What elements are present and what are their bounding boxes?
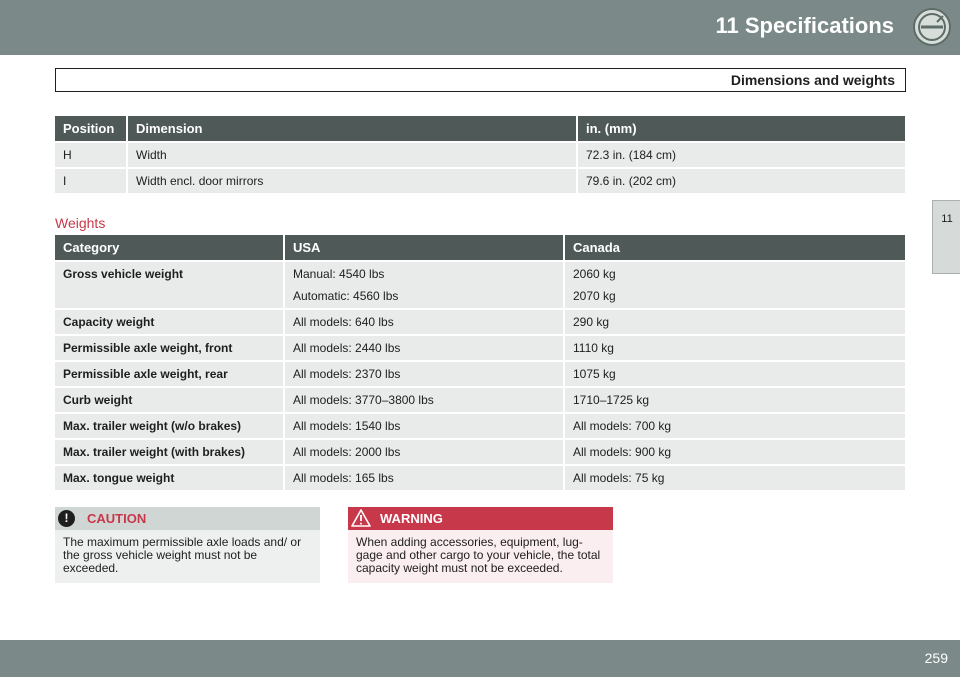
column-header-dimension: Dimension [128, 116, 578, 141]
caution-title: CAUTION [87, 511, 147, 526]
dimension-cell: Width [128, 143, 578, 167]
section-header-box [55, 68, 906, 92]
usa-value: Manual: 4540 lbs [293, 267, 385, 281]
position-cell: I [55, 169, 128, 193]
table-row [55, 362, 905, 386]
column-header-canada: Canada [565, 235, 905, 260]
canada-cell: 1710–1725 kg [565, 388, 905, 412]
category-cell: Curb weight [55, 388, 285, 412]
weights-table [55, 233, 905, 492]
table-row [55, 388, 905, 412]
chapter-side-tab[interactable] [932, 200, 960, 274]
exclamation-icon: ! [58, 510, 75, 527]
table-row [55, 310, 905, 334]
weights-header-row [55, 235, 905, 260]
table-row [55, 262, 905, 308]
canada-cell: All models: 700 kg [565, 414, 905, 438]
column-header-usa: USA [285, 235, 565, 260]
dimensions-header-row [55, 116, 905, 141]
dimensions-table [55, 114, 905, 195]
canada-cell: All models: 75 kg [565, 466, 905, 490]
column-header-position: Position [55, 116, 128, 141]
column-header-value: in. (mm) [578, 116, 905, 141]
table-row [55, 143, 905, 167]
category-cell: Max. trailer weight (with brakes) [55, 440, 285, 464]
category-cell: Max. trailer weight (w/o brakes) [55, 414, 285, 438]
category-cell: Gross vehicle weight [55, 262, 285, 308]
table-row [55, 466, 905, 490]
warning-text: When adding accessories, equipment, lug- gage and other cargo to your vehicle, the total capacity weight must not be exceeded. [356, 535, 601, 575]
usa-cell [285, 262, 565, 308]
caution-text: The maximum permissible axle loads and/ or the gross vehicle weight must not be exceeded. [63, 535, 302, 575]
warning-triangle-icon [351, 509, 371, 527]
logo-emblem-icon [917, 12, 947, 42]
volvo-logo-icon [913, 8, 951, 46]
canada-value: 2070 kg [573, 289, 616, 303]
table-row [55, 169, 905, 193]
usa-value: Automatic: 4560 lbs [293, 289, 399, 303]
category-cell: Permissible axle weight, front [55, 336, 285, 360]
usa-cell: All models: 2370 lbs [285, 362, 565, 386]
warning-title: WARNING [380, 511, 443, 526]
value-cell: 79.6 in. (202 cm) [578, 169, 905, 193]
usa-cell: All models: 2000 lbs [285, 440, 565, 464]
category-cell: Permissible axle weight, rear [55, 362, 285, 386]
table-row [55, 336, 905, 360]
caution-box [55, 507, 320, 583]
category-cell: Max. tongue weight [55, 466, 285, 490]
side-tab-label: 11 [941, 213, 953, 225]
canada-cell: 1075 kg [565, 362, 905, 386]
section-title: Dimensions and weights [730, 72, 895, 88]
canada-cell [565, 262, 905, 308]
position-cell: H [55, 143, 128, 167]
bottom-footer-bar [0, 640, 960, 677]
usa-cell: All models: 165 lbs [285, 466, 565, 490]
usa-cell: All models: 2440 lbs [285, 336, 565, 360]
chapter-title: 11 Specifications [715, 13, 894, 38]
usa-cell: All models: 1540 lbs [285, 414, 565, 438]
canada-value: 2060 kg [573, 267, 616, 281]
page-number: 259 [924, 650, 948, 666]
usa-cell: All models: 640 lbs [285, 310, 565, 334]
warning-box [348, 507, 613, 583]
warning-header [348, 507, 613, 530]
dimension-cell: Width encl. door mirrors [128, 169, 578, 193]
caution-header [55, 507, 320, 530]
table-row [55, 414, 905, 438]
top-header-bar [0, 0, 960, 55]
table-row [55, 440, 905, 464]
column-header-category: Category [55, 235, 285, 260]
canada-cell: 290 kg [565, 310, 905, 334]
weights-heading: Weights [55, 215, 106, 231]
category-cell: Capacity weight [55, 310, 285, 334]
canada-cell: 1110 kg [565, 336, 905, 360]
value-cell: 72.3 in. (184 cm) [578, 143, 905, 167]
canada-cell: All models: 900 kg [565, 440, 905, 464]
usa-cell: All models: 3770–3800 lbs [285, 388, 565, 412]
